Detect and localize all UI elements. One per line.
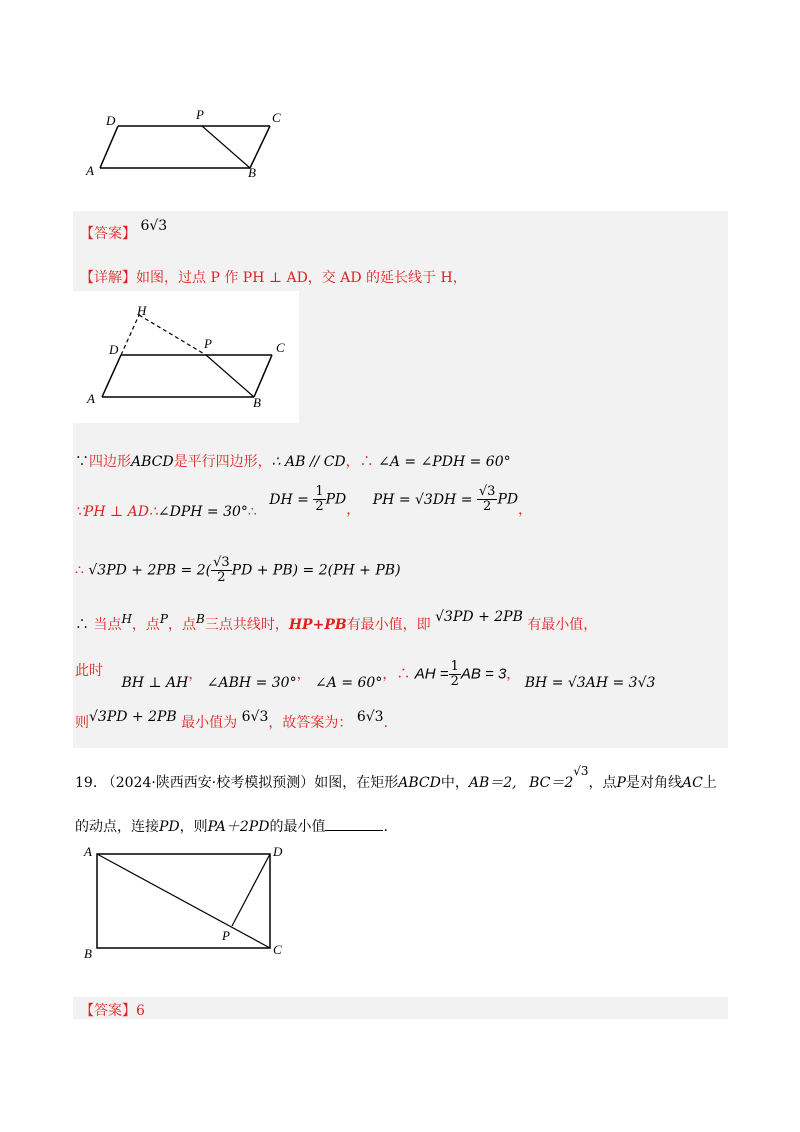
label-D: D: [109, 342, 119, 357]
text: 有最小值，: [527, 617, 598, 633]
point-P: P: [159, 612, 168, 626]
formula: AB＝2,: [468, 775, 517, 791]
text: ，点: [131, 617, 160, 633]
formula: PA＋2PD: [207, 819, 270, 835]
because-symbol: ∵: [75, 454, 89, 470]
text: 的动点，连接: [75, 819, 159, 835]
answer-2: [80, 1000, 145, 1020]
figure-3: [80, 840, 300, 965]
answer-value: 6: [136, 1003, 145, 1019]
text: ，: [188, 666, 203, 683]
formula: PD: [325, 491, 347, 508]
text: 中，: [440, 775, 469, 791]
solution-line-3: [75, 556, 401, 592]
formula: BH ⊥ AH: [121, 674, 189, 691]
label-A: A: [87, 391, 95, 406]
solution-line-6: [75, 709, 389, 732]
formula: √3PD + 2PB: [89, 709, 177, 725]
fraction-half: $\frac{1}{2}$: [315, 484, 324, 514]
text: HP+PB: [288, 617, 347, 633]
formula: P: [616, 775, 626, 791]
label-H: H: [137, 303, 147, 318]
text: 此时: [75, 662, 103, 679]
question-source: （2024·陕西西安·校考模拟预测）: [101, 775, 315, 791]
text: 如图，在矩形: [314, 775, 399, 791]
text: 上: [702, 775, 717, 791]
answer-blank: [325, 830, 383, 831]
formula: DH =: [269, 491, 309, 508]
formula: PH = √3DH =: [372, 491, 473, 508]
text: 是对角线: [625, 775, 682, 791]
formula: AH =: [414, 665, 449, 683]
question-19-line-1: [75, 764, 717, 792]
formula: √3PD + 2PB = 2(: [88, 562, 212, 579]
solution-line-1: [75, 451, 511, 471]
text: ，: [506, 666, 521, 683]
text: .: [383, 819, 388, 835]
text: 的最小值: [269, 819, 326, 835]
formula: 6√3: [241, 709, 269, 725]
answer-tag: 【答案】: [80, 226, 136, 242]
text: ，: [296, 666, 311, 683]
fraction-half: $\frac{1}{2}$: [450, 659, 459, 689]
label-B: B: [253, 395, 261, 410]
formula: 6√3: [356, 709, 384, 725]
label-D: D: [106, 113, 116, 128]
figure-1: [80, 105, 300, 185]
formula: ∠A = ∠PDH = 60°: [378, 454, 511, 470]
label-P: P: [196, 107, 204, 122]
question-number: 19.: [75, 775, 98, 791]
therefore-symbol: ∴: [75, 562, 84, 579]
formula: PD: [497, 491, 519, 508]
solution-line-4: [75, 609, 598, 634]
label-P: P: [222, 928, 230, 943]
formula: ∠DPH = 30°: [157, 503, 248, 520]
detail-intro: [80, 267, 467, 287]
label-B: B: [84, 946, 92, 961]
answer-value: 6√3: [140, 218, 168, 234]
text: ，∴: [382, 666, 411, 683]
text: ABCD: [131, 454, 174, 470]
label-B: B: [248, 165, 256, 180]
rectangle-diagram: [80, 840, 300, 965]
answer-1: [80, 218, 168, 243]
formula: BC＝2: [529, 775, 574, 791]
solution-line-5: [75, 660, 655, 696]
text: ，则: [179, 819, 208, 835]
text: 则: [75, 715, 89, 731]
text: ，∴: [345, 454, 374, 470]
fraction-root3-half: $\frac{√3}{2}$: [213, 555, 230, 585]
text: ，: [518, 501, 533, 518]
detail-tag: 【详解】: [80, 270, 136, 286]
formula: ∠ABH = 30°: [206, 674, 297, 691]
formula: √3PD + 2PB: [435, 609, 523, 625]
label-D: D: [273, 844, 283, 859]
parallelogram-with-perpendicular: [73, 291, 299, 423]
text: 最小值为: [181, 715, 238, 731]
formula: PD: [159, 819, 180, 835]
therefore-symbol: ∴: [75, 617, 89, 633]
point-H: H: [121, 612, 132, 626]
formula: AC: [681, 775, 703, 791]
answer-tag: 【答案】: [80, 1003, 136, 1019]
label-C: C: [273, 942, 282, 957]
formula: PD + PB) = 2(PH + PB): [231, 562, 401, 579]
text: 当点: [93, 617, 122, 633]
text: ，点: [168, 617, 196, 633]
detail-intro-text: 如图，过点 P 作 PH ⊥ AD，交 AD 的延长线于 H，: [136, 270, 467, 286]
fraction-root3-half: $\frac{√3}{2}$: [478, 484, 496, 514]
formula: ∴ AB // CD: [271, 454, 346, 470]
text: ∴: [247, 503, 257, 520]
text: ，: [346, 501, 361, 518]
label-A: A: [84, 844, 92, 859]
figure-2: [73, 291, 299, 423]
text: ∵PH ⊥ AD∴: [75, 503, 158, 520]
formula: BH = √3AH = 3√3: [524, 674, 656, 691]
text: .: [383, 715, 389, 731]
answer-2-block: [73, 997, 728, 1019]
solution-line-2: [75, 485, 532, 521]
text: 四边形: [89, 454, 131, 470]
text: ，点: [588, 775, 617, 791]
formula: AB = 3: [460, 665, 507, 683]
label-A: A: [86, 163, 94, 178]
formula: ∠A = 60°: [315, 674, 383, 691]
text: ，故答案为：: [268, 715, 353, 731]
text: 有最小值，即: [346, 617, 431, 633]
text: 三点共线时，: [204, 617, 289, 633]
label-P: P: [204, 336, 212, 351]
question-19-line-2: [75, 816, 388, 836]
formula: √3: [573, 764, 589, 778]
point-B: B: [196, 612, 205, 626]
label-C: C: [276, 340, 285, 355]
text: 是平行四边形，: [173, 454, 272, 470]
formula: ABCD: [398, 775, 441, 791]
label-C: C: [272, 110, 281, 125]
